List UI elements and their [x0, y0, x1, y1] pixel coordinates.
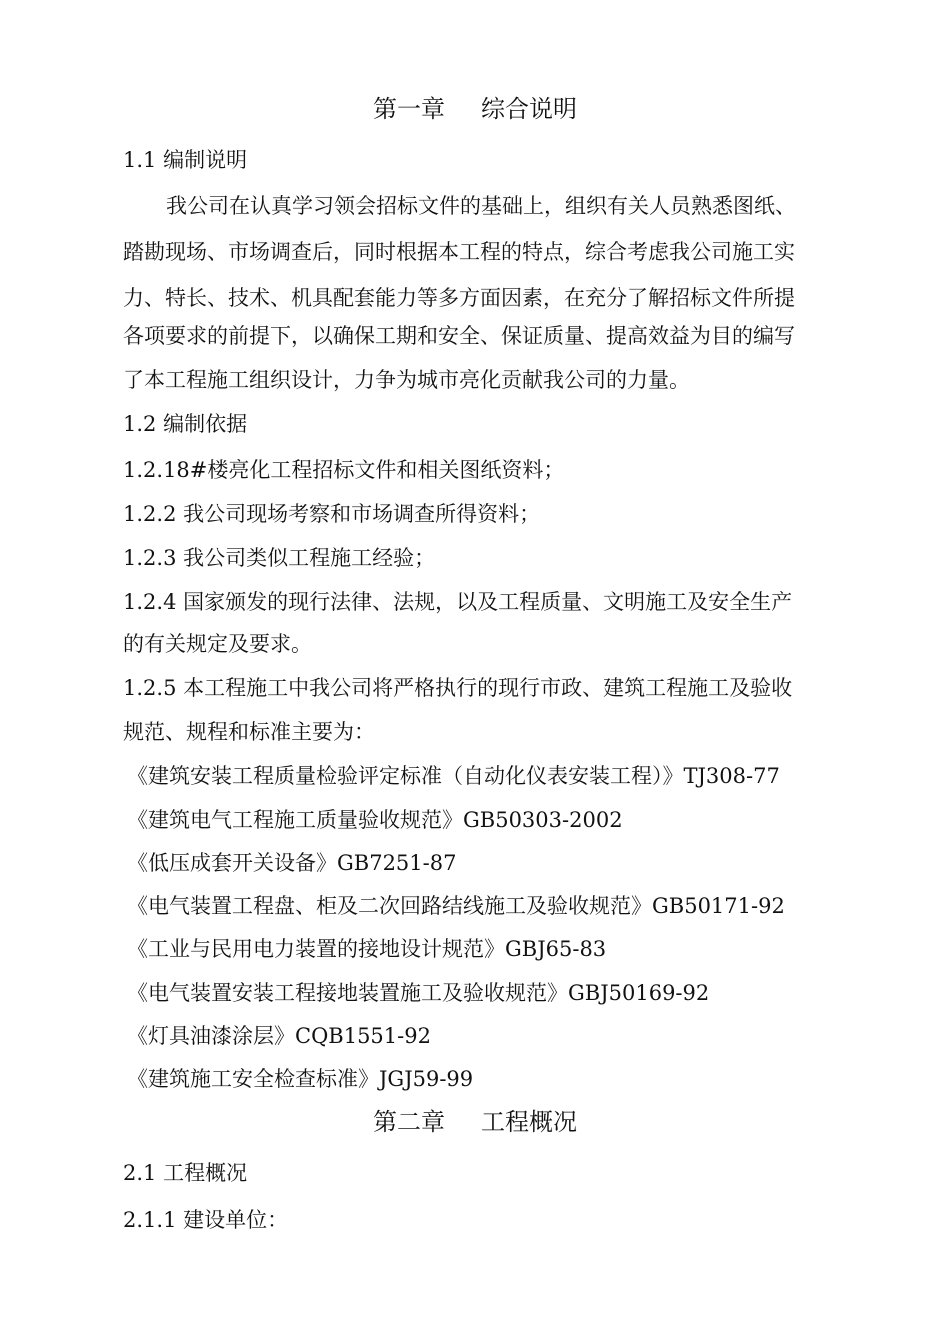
- standard-item: 《建筑电气工程施工质量验收规范》GB50303-2002: [127, 808, 623, 832]
- chapter-1-title: [0, 93, 950, 125]
- standard-item: 《灯具油漆涂层》CQB1551-92: [127, 1024, 431, 1048]
- standard-item: 《电气装置安装工程接地装置施工及验收规范》GBJ50169-92: [127, 981, 710, 1005]
- basis-item: 1.2.5 本工程施工中我公司将严格执行的现行市政、建筑工程施工及验收: [123, 676, 793, 700]
- chapter-2-number: 第二章: [373, 1108, 445, 1136]
- section-2-1-heading: 2.1 工程概况: [123, 1161, 248, 1185]
- chapter-2-name: 工程概况: [481, 1108, 577, 1136]
- overview-item: 2.1.1 建设单位：: [123, 1208, 289, 1232]
- standard-item: 《低压成套开关设备》GB7251-87: [127, 851, 457, 875]
- standard-item: 《建筑施工安全检查标准》JGJ59-99: [127, 1067, 474, 1091]
- basis-item: 1.2.4 国家颁发的现行法律、法规，以及工程质量、文明施工及安全生产: [123, 590, 793, 614]
- standard-item: 《建筑安装工程质量检验评定标准（自动化仪表安装工程）》TJ308-77: [127, 764, 780, 788]
- basis-item: 1.2.3 我公司类似工程施工经验；: [123, 546, 436, 570]
- paragraph-line: 踏勘现场、市场调查后，同时根据本工程的特点，综合考虑我公司施工实: [123, 240, 795, 264]
- basis-item: 规范、规程和标准主要为：: [123, 720, 375, 744]
- chapter-1-name: 综合说明: [481, 95, 577, 123]
- basis-item: 1.2.18#楼亮化工程招标文件和相关图纸资料；: [123, 458, 565, 482]
- paragraph-line: 我公司在认真学习领会招标文件的基础上，组织有关人员熟悉图纸、: [166, 194, 796, 218]
- standard-item: 《工业与民用电力装置的接地设计规范》GBJ65-83: [127, 937, 607, 961]
- paragraph-line: 力、特长、技术、机具配套能力等多方面因素，在充分了解招标文件所提: [123, 286, 795, 310]
- basis-item: 1.2.2 我公司现场考察和市场调查所得资料；: [123, 502, 541, 526]
- chapter-1-number: 第一章: [373, 95, 445, 123]
- standard-item: 《电气装置工程盘、柜及二次回路结线施工及验收规范》GB50171-92: [127, 894, 785, 918]
- paragraph-line: 各项要求的前提下，以确保工期和安全、保证质量、提高效益为目的编写: [123, 324, 795, 348]
- paragraph-line: 了本工程施工组织设计，力争为城市亮化贡献我公司的力量。: [123, 368, 690, 392]
- section-1-1-heading: 1.1 编制说明: [123, 148, 248, 172]
- basis-item: 的有关规定及要求。: [123, 632, 312, 656]
- section-1-2-heading: 1.2 编制依据: [123, 412, 248, 436]
- chapter-2-title: [0, 1106, 950, 1138]
